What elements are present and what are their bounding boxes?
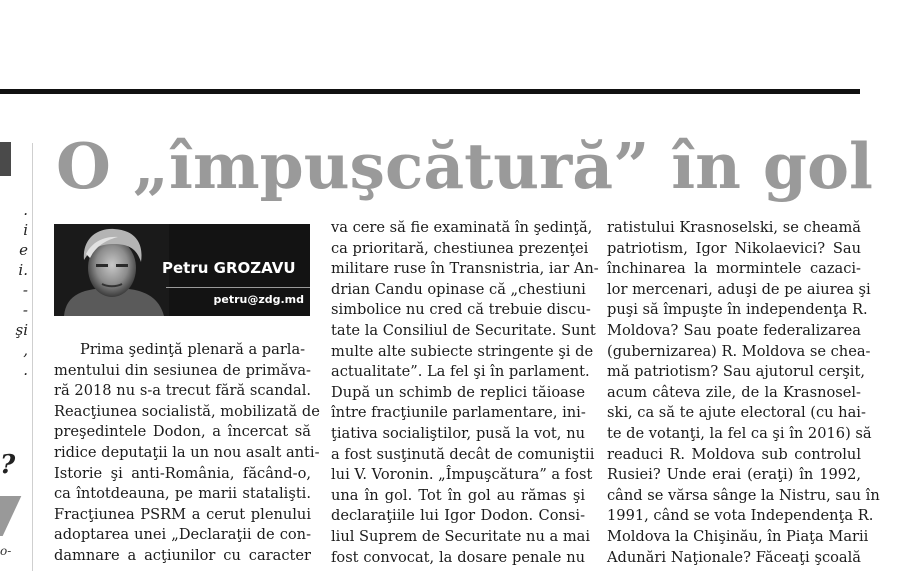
left-gray-shape (0, 496, 21, 536)
text-line: ski, ca să te ajute electoral (cu hai- (607, 404, 866, 422)
text-line: ca întotdeauna, pe marii statalişti. (54, 485, 311, 503)
text-line: ră 2018 nu s-a trecut fără scandal. (54, 382, 311, 400)
text-line: Istorie şi anti-România, făcând-o, (54, 464, 311, 482)
text-line: 1991, când se vota Independenţa R. (607, 507, 874, 525)
author-email[interactable]: petru@zdg.md (213, 293, 304, 306)
text-line: una în gol. Tot în gol au rămas şi (331, 486, 585, 504)
text-line: ca prioritară, chestiunea prezenţei (331, 239, 589, 257)
text-line: (gubernizarea) R. Moldova se chea- (607, 342, 871, 360)
text-line: Fracţiunea PSRM a cerut plenului (54, 505, 311, 523)
text-line: a fost susţinută decât de comuniştii (331, 445, 595, 463)
text-line: lui V. Voronin. „Împuşcătura” a fost (331, 466, 593, 484)
left-gray-block (0, 142, 11, 176)
text-line: liul Suprem de Securitate nu a mai (331, 527, 591, 545)
text-line: Reacţiunea socialistă, mobilizată de (54, 402, 320, 420)
text-line: multe alte subiecte stringente şi de (331, 342, 594, 360)
left-text-fragment: i. (18, 261, 28, 279)
left-text-fragment: şi (15, 321, 28, 339)
top-rule (0, 89, 860, 94)
article-column-2 (331, 218, 599, 568)
text-line: simbolice nu cred că trebuie discu- (331, 301, 591, 319)
text-line: fost convocat, la dosare penale nu (331, 548, 585, 566)
text-line: actualitate”. La fel şi în parlament. (331, 363, 590, 381)
left-text-fragment: - (22, 281, 28, 299)
text-line: te de votanţi, la fel ca şi în 2016) să (607, 424, 872, 442)
text-line: lor mercenari, aduşi de pe aiurea şi (607, 280, 871, 298)
text-line: tate la Consiliul de Securitate. Sunt (331, 321, 596, 339)
text-line: Prima şedinţă plenară a parla- (80, 341, 306, 358)
text-line: adoptarea unei „Declaraţii de con- (54, 526, 311, 544)
text-line: puşi să împuşte în independenţa R. (607, 301, 868, 319)
left-text-fragment: i (23, 221, 28, 239)
author-divider (166, 287, 310, 288)
left-text-fragment: , (23, 341, 28, 359)
text-line: preşedintele Dodon, a încercat să (54, 423, 311, 441)
text-line: readuci R. Moldova sub controlul (607, 445, 861, 463)
left-bottom-fragment: o- (0, 544, 12, 558)
article-column-1 (54, 340, 320, 567)
left-text-fragment: . (23, 201, 28, 219)
left-text-fragment: . (23, 361, 28, 379)
author-box (54, 224, 310, 316)
text-line: mă patriotism? Sau ajutorul cerşit, (607, 363, 865, 381)
text-line: când se vărsa sânge la Nistru, sau în (607, 486, 880, 504)
text-line: militare ruse în Transnistria, iar An- (331, 260, 599, 278)
text-line: patriotism, Igor Nikolaevici? Sau (607, 239, 861, 257)
text-line: ratistului Krasnoselski, se cheamă (607, 219, 861, 236)
author-name: Petru GROZAVU (162, 259, 296, 277)
text-line: damnare a acţiunilor cu caracter (54, 546, 311, 564)
text-line: Moldova la Chişinău, în Piaţa Marii (607, 527, 869, 545)
left-text-fragment: - (22, 301, 28, 319)
text-line: Adunări Naţionale? Făceaţi şcoală (607, 548, 861, 566)
text-line: va cere să fie examinată în şedinţă, (331, 219, 593, 236)
article-headline: O „împuşcătură” în gol (56, 129, 873, 203)
text-line: Rusiei? Unde erai (eraţi) în 1992, (607, 466, 861, 484)
text-line: între fracţiunile parlamentare, ini- (331, 404, 586, 422)
article-column-3 (607, 218, 880, 568)
text-line: drian Candu opinase că „chestiuni (331, 280, 586, 298)
left-question-mark: ? (0, 450, 16, 480)
previous-article-fragment (0, 140, 30, 571)
text-line: acum câteva zile, de la Krasnosel- (607, 383, 861, 401)
text-line: închinarea la mormintele cazaci- (607, 260, 861, 278)
text-line: După un schimb de replici tăioase (331, 383, 585, 401)
left-text-fragment: e (19, 241, 28, 259)
text-line: mentului din sesiunea de primăva- (54, 361, 311, 379)
text-line: declaraţiile lui Igor Dodon. Consi- (331, 507, 585, 525)
column-divider (32, 143, 33, 571)
author-portrait (54, 224, 169, 316)
text-line: ridice deputaţii la un nou asalt anti- (54, 443, 320, 461)
text-line: ţiativa socialiştilor, pusă la vot, nu (331, 424, 585, 442)
text-line: Moldova? Sau poate federalizarea (607, 321, 861, 339)
